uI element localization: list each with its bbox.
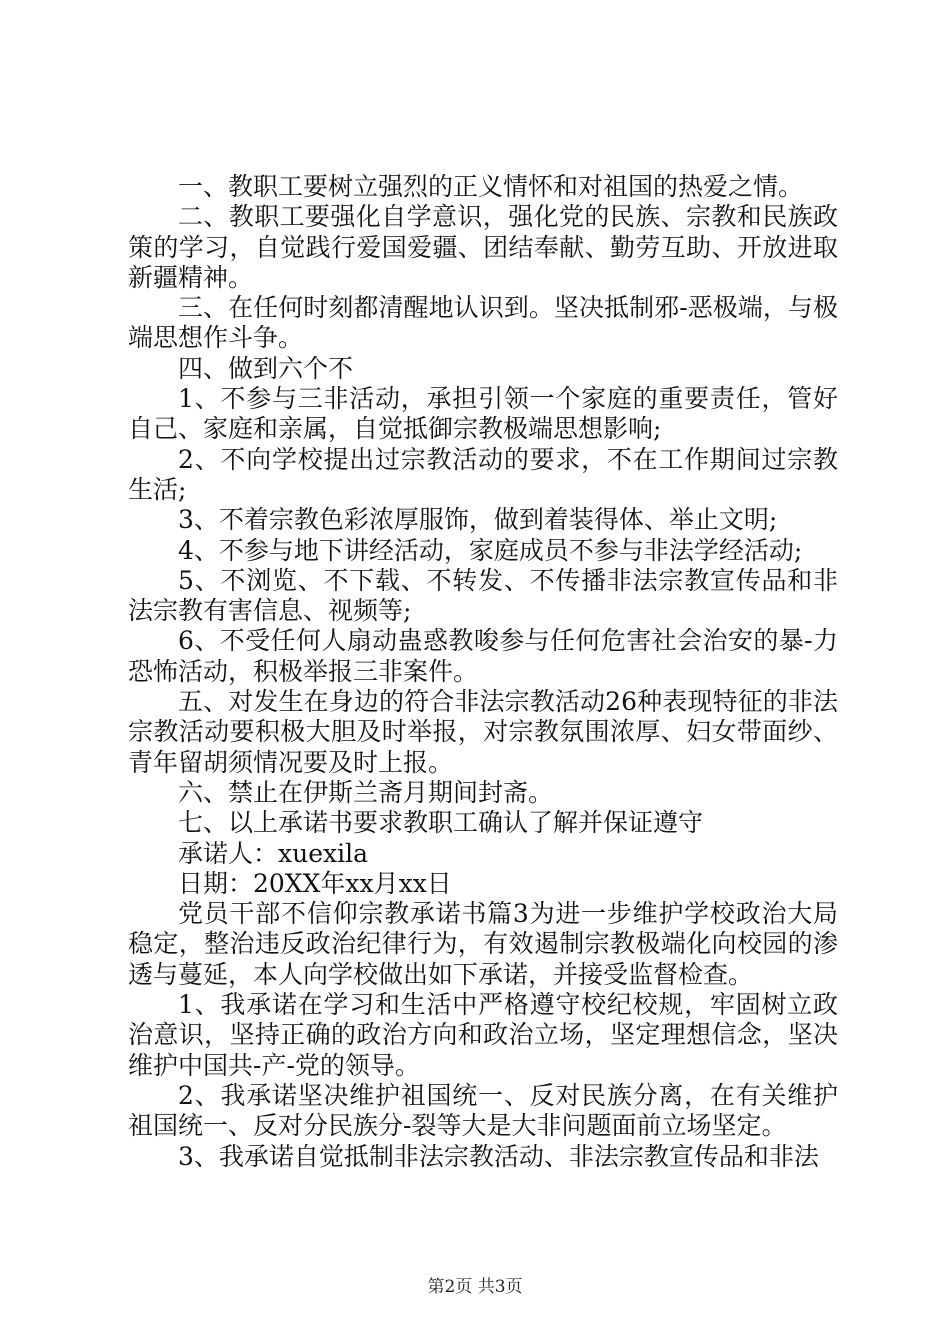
paragraph: 3、不着宗教色彩浓厚服饰，做到着装得体、举止文明; [178, 505, 778, 535]
paragraph: 2、我承诺坚决维护祖国统一、反对民族分离，在有关维护祖国统一、反对分民族分-裂等大是大非问题面前立场坚定。 [128, 1080, 838, 1141]
paragraph: 五、对发生在身边的符合非法宗教活动26种表现特征的非法宗教活动要积极大胆及时举报，对宗教氛围浓厚、妇女带面纱、青年留胡须情况要及时上报。 [128, 687, 838, 777]
signatory-line: 承诺人：xuexila [178, 838, 368, 868]
paragraph: 二、教职工要强化自学意识，强化党的民族、宗教和民族政策的学习，自觉践行爱国爱疆、团结奉献、勤劳互助、开放进取新疆精神。 [128, 202, 838, 292]
paragraph: 1、不参与三非活动，承担引领一个家庭的重要责任，管好自己、家庭和亲属，自觉抵御宗教极端思想影响; [128, 384, 838, 444]
date-line: 日期：20XX年xx月xx日 [178, 868, 452, 898]
paragraph: 5、不浏览、不下载、不转发、不传播非法宗教宣传品和非法宗教有害信息、视频等; [128, 565, 838, 626]
paragraph: 6、不受任何人扇动蛊惑教唆参与任何危害社会治安的暴-力恐怖活动，积极举报三非案件。 [128, 626, 838, 686]
paragraph: 2、不向学校提出过宗教活动的要求，不在工作期间过宗教生活; [128, 444, 838, 504]
paragraph: 六、禁止在伊斯兰斋月期间封斋。 [178, 777, 554, 807]
paragraph: 一、教职工要树立强烈的正义情怀和对祖国的热爱之情。 [178, 172, 804, 201]
paragraph: 1、我承诺在学习和生活中严格遵守校纪校规，牢固树立政治意识，坚持正确的政治方向和政治立场，坚定理想信念，坚决维护中国共-产-党的领导。 [128, 990, 838, 1080]
paragraph: 3、我承诺自觉抵制非法宗教活动、非法宗教宣传品和非法 [178, 1141, 819, 1171]
paragraph: 三、在任何时刻都清醒地认识到。坚决抵制邪-恶极端，与极端思想作斗争。 [128, 293, 838, 353]
page-footer: 第2页 共3页 [427, 1277, 523, 1297]
paragraph: 党员干部不信仰宗教承诺书篇3为进一步维护学校政治大局稳定，整治违反政治纪律行为，有效遏制宗教极端化向校园的渗透与蔓延，本人向学校做出如下承诺，并接受监督检查。 [128, 899, 838, 989]
paragraph: 四、做到六个不 [178, 353, 354, 383]
paragraph: 七、以上承诺书要求教职工确认了解并保证遵守 [178, 808, 704, 838]
paragraph: 4、不参与地下讲经活动，家庭成员不参与非法学经活动; [178, 535, 803, 565]
document-body [128, 172, 838, 1172]
